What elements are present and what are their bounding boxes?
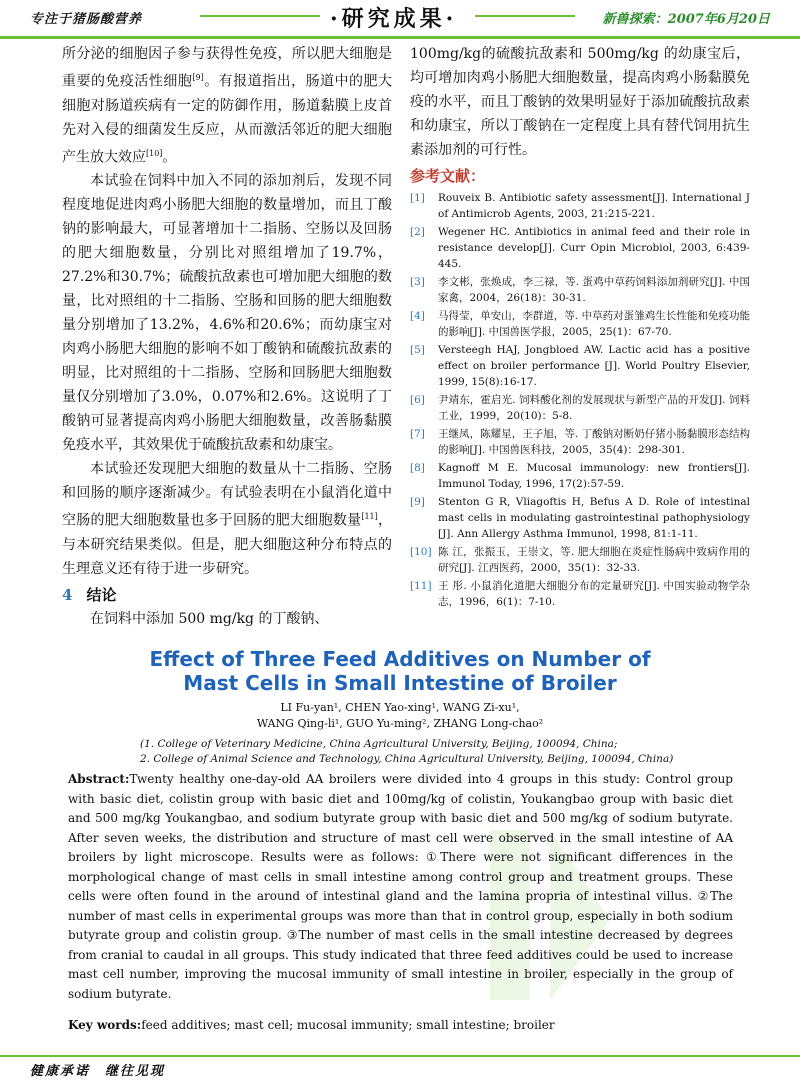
text: ，与本研究结果类似。但是，肥大细胞这种分布特点的生理意义还有待于进一步研究。 (62, 512, 393, 577)
authors-line-2: WANG Qing-li¹, GUO Yu-ming², ZHANG Long-chao² (256, 717, 544, 730)
reference-text: Rouveix B. Antibiotic safety assessment[J]. International J of Antimicrob Agents, 2003, 21:215-221. (438, 192, 750, 220)
reference-number: [3] (410, 276, 425, 288)
reference-item (410, 544, 750, 576)
reference-text: 尹靖东，霍启光. 饲料酸化剂的发展现状与新型产品的开发[J]. 饲料工业，1999，20(10)：5-8. (438, 394, 750, 422)
english-title (90, 647, 710, 695)
reference-item (410, 392, 750, 424)
affiliations (140, 737, 740, 767)
authors-line-1: LI Fu-yan¹, CHEN Yao-xing¹, WANG Zi-xu¹, (280, 701, 520, 714)
text: 。有报道指出，肠道中的肥大细胞对肠道疾病有一定的防御作用，肠道黏膜上皮首先对入侵的细菌发生反应，从而激活邻近的肥大细胞产生放大效应 (62, 73, 392, 166)
page-header (0, 0, 800, 39)
citation: [11] (361, 512, 378, 522)
footer-rule (0, 1055, 800, 1057)
reference-number: [2] (410, 226, 425, 238)
right-column (410, 42, 750, 612)
reference-item (410, 460, 750, 492)
citation: [9] (192, 73, 204, 82)
header-left-text: 专注于猪肠酸营养 (30, 12, 143, 27)
reference-number: [6] (410, 394, 425, 406)
reference-text: 马得莹，单安山，李群道，等. 中草药对蛋雏鸡生长性能和免疫功能的影响[J]. 中国兽医学报，2005，25(1)：67-70. (438, 310, 750, 338)
text: 本试验还发现肥大细胞的数量从十二指肠、空肠和回肠的顺序逐渐减少。有试验表明在小鼠消化道中空肠的肥大细胞数量也多于回肠的肥大细胞数量 (62, 461, 392, 529)
reference-text: Stenton G R, Vliagoftis H, Befus A D. Role of intestinal mast cells in modulating gastrointestinal pathophysiology [J]. Ann Allergy Asthma Immunol, 1998, 81:1-11. (438, 496, 750, 540)
reference-number: [5] (410, 344, 425, 356)
paragraph-conclusion-start: 在饲料中添加 500 mg/kg 的丁酸钠、 (90, 610, 329, 627)
english-title-line-2: Mast Cells in Small Intestine of Broiler (183, 671, 617, 695)
references-heading: 参考文献： (410, 167, 486, 185)
paragraph-conclusion-continued: 100mg/kg的硫酸抗敌素和 500mg/kg 的幼康宝后，均可增加肉鸡小肠肥大细胞数量，提高肉鸡小肠黏膜免疫的水平，而且丁酸钠的效果明显好于添加硫酸抗敌素和幼康宝，所以丁酸钠在一定程度上具有替代饲用抗生素添加剂的可行性。 (410, 46, 750, 158)
reference-item (410, 190, 750, 222)
reference-text: Wegener HC. Antibiotics in animal feed and their role in resistance develop[J]. Curr Opin Microbiol, 2003, 6:439-445. (438, 226, 750, 270)
abstract-label: Abstract: (68, 772, 130, 786)
authors (150, 700, 650, 732)
header-section-title: ·研究成果· (330, 6, 458, 32)
paragraph-mast-cell-intro (62, 42, 392, 169)
text: 所分泌的细胞因子参与获得性免疫，所以肥大细胞是重要的免疫活性细胞 (62, 46, 392, 90)
reference-number: [4] (410, 310, 425, 322)
english-title-line-1: Effect of Three Feed Additives on Number of (149, 647, 651, 671)
reference-text: Kagnoff M E. Mucosal immunology: new frontiers[J]. Immunol Today, 1996, 17(2):57-59. (438, 462, 750, 490)
paragraph-results: 本试验在饲料中加入不同的添加剂后，发现不同程度地促进肉鸡小肠肥大细胞的数量增加，而且丁酸钠的影响最大，可显著增加十二指肠、空肠以及回肠的肥大细胞数量，分别比对照组增加了19.7%，27.2%和30.7%；硫酸抗敌素也可增加肥大细胞的数量，比对照组的十二指肠、空肠和回肠的肥大细胞数量分别增加了13.2%，4.6%和20.6%；而幼康宝对肉鸡小肠肥大细胞的影响不如丁酸钠和硫酸抗敌素的明显，比对照组的十二指肠、空肠和回肠肥大细胞数量仅分别增加了3.0%，0.07%和2.6%。这说明了丁酸钠可显著提高肉鸡小肠肥大细胞数量，改善肠黏膜免疫水平，其效果优于硫酸抗敌素和幼康宝。 (62, 173, 392, 454)
header-date: 新兽探索：2007年6月20日 (602, 12, 770, 27)
reference-text: Versteegh HAJ, Jongbloed AW. Lactic acid has a positive effect on broiler performance [J]. World Poultry Elsevier, 1999, 15(8):16-17. (438, 344, 750, 388)
affiliation-2: 2. College of Animal Science and Technology, China Agricultural University, Beijing, 100094, China) (140, 753, 674, 765)
reference-number: [9] (410, 496, 425, 508)
reference-text: 王继凤，陈耀星，王子旭，等. 丁酸钠对断奶仔猪小肠黏膜形态结构的影响[J]. 中国兽医科技，2005，35(4)：298-301. (438, 428, 750, 456)
keywords (68, 1018, 733, 1032)
reference-text: 李文彬，张焕成，李三禄，等. 蛋鸡中草药饲料添加剂研究[J]. 中国家禽，2004，26(18)：30-31. (438, 276, 750, 304)
reference-item (410, 274, 750, 306)
reference-text: 陈 江，张振玉，王崇文，等. 肥大细胞在炎症性肠病中致病作用的研究[J]. 江西医药，2000，35(1)：32-33. (438, 546, 750, 574)
reference-item (410, 426, 750, 458)
section-number: 4 (62, 585, 73, 604)
abstract (68, 770, 733, 1004)
reference-text: 王 彤. 小鼠消化道肥大细胞分布的定量研究[J]. 中国实验动物学杂志，1996，6(1)：7-10. (438, 580, 750, 608)
reference-number: [7] (410, 428, 425, 440)
paragraph-distribution (62, 457, 392, 581)
keywords-label: Key words: (68, 1018, 142, 1032)
reference-item (410, 578, 750, 610)
references-list (410, 190, 750, 610)
affiliation-1: (1. College of Veterinary Medicine, China Agricultural University, Beijing, 100094, China; (140, 738, 618, 750)
abstract-text: Twenty healthy one-day-old AA broilers were divided into 4 groups in this study: Control group with basic diet, colistin group with basic diet and 100mg/kg of colistin, Youkangbao group with basic diet and 500 mg/kg Youkangbao, and sodium butyrate group with basic diet and 500 mg/kg of sodium butyrate. After seven weeks, the distribution and structure of mast cell were observed in the small intestine of AA broilers by light microscope. Results were as follows: ①There were not significant differences in the morphological change of mast cells in small intestine among control group and treatment groups. These cells were often found in the around of intestinal gland and the lamina propria of intestinal villus. ②The number of mast cells in experimental groups was more than that in control group, especially in both sodium butyrate group and colistin group. ③The number of mast cells in the small intestine decreased by degrees from cranial to caudal in all groups. This study indicated that three feed additives could be used to increase mast cell number, improving the mucosal immunity of small intestine in broiler, especially in the group of sodium butyrate. (68, 772, 733, 1001)
reference-number: [11] (410, 580, 432, 592)
keywords-text: feed additives; mast cell; mucosal immunity; small intestine; broiler (141, 1018, 555, 1032)
section-heading-conclusion (62, 583, 392, 607)
text: 。 (162, 149, 177, 166)
footer-slogan: 健康承诺 继往见现 (30, 1064, 166, 1079)
reference-number: [8] (410, 462, 425, 474)
citation: [10] (146, 148, 163, 158)
reference-item (410, 494, 750, 542)
header-rule-right (475, 15, 575, 17)
left-column (62, 42, 392, 631)
reference-number: [10] (410, 546, 432, 558)
section-title: 结论 (86, 585, 117, 604)
reference-number: [1] (410, 192, 425, 204)
reference-item (410, 342, 750, 390)
reference-item (410, 224, 750, 272)
reference-item (410, 308, 750, 340)
header-rule-left (200, 15, 320, 17)
